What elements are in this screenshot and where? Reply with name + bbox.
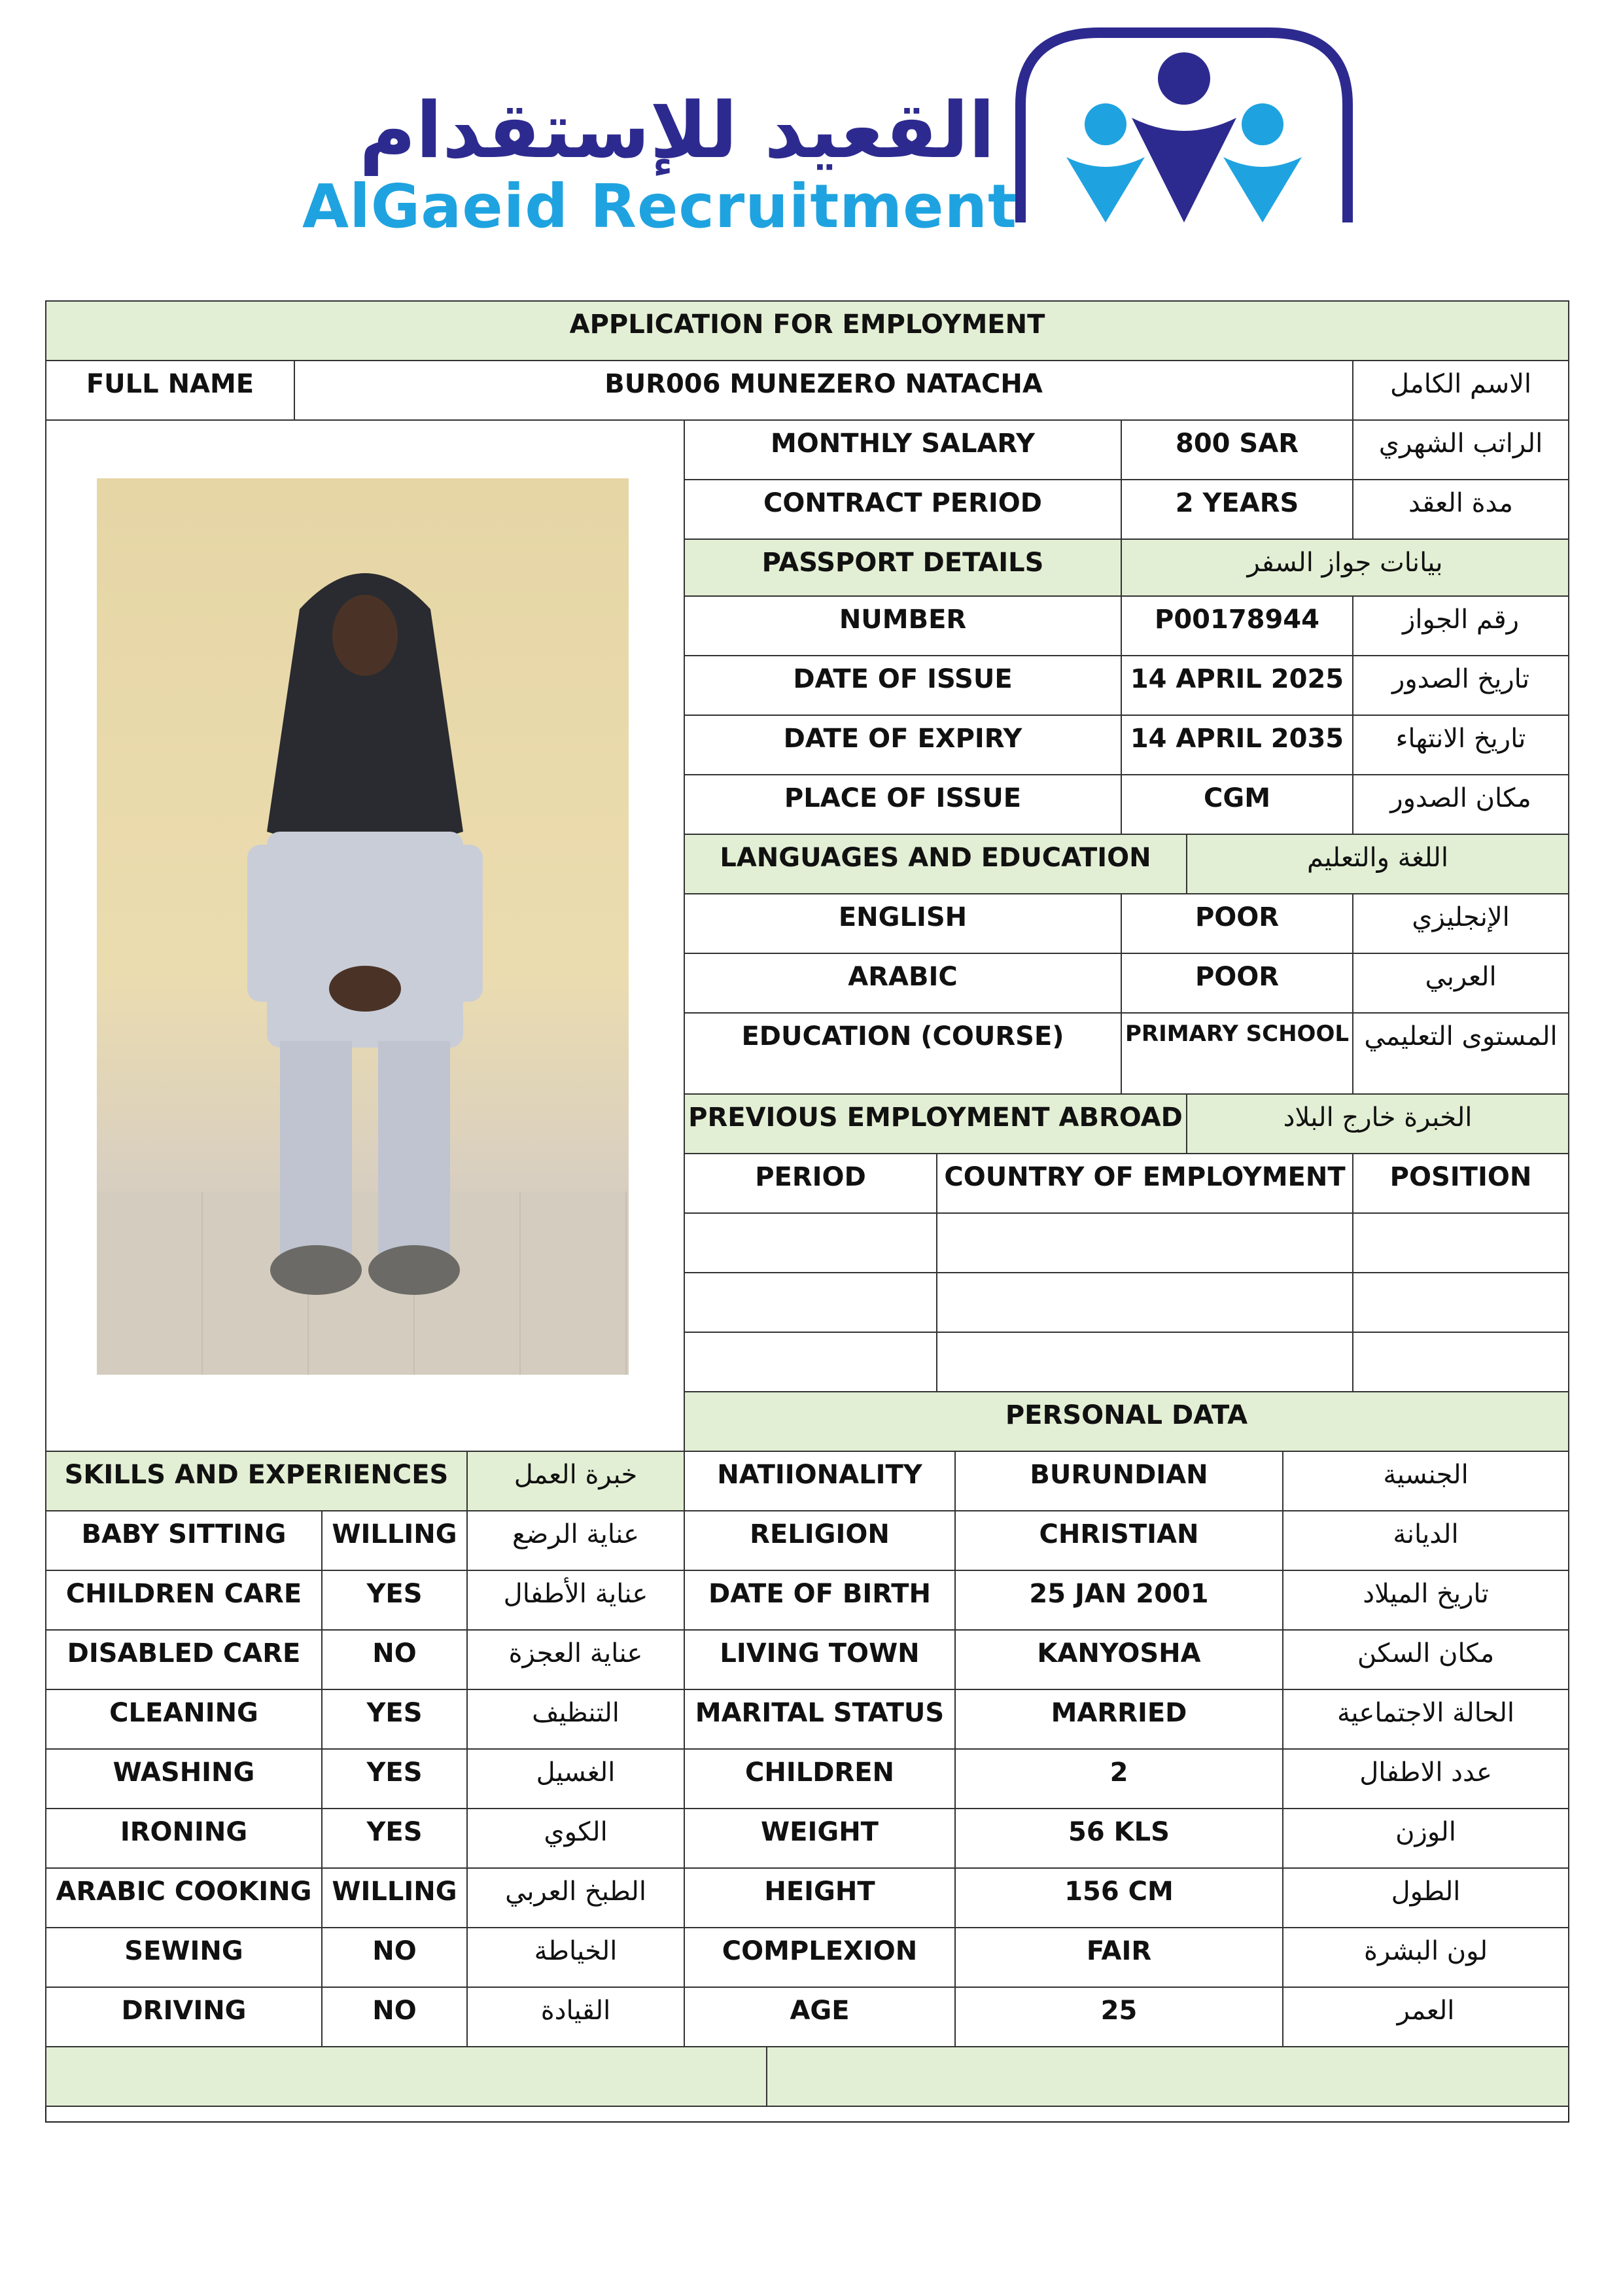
- place-of-issue-value: CGM: [1121, 774, 1353, 835]
- full-name-label-ar: الاسم الكامل: [1352, 360, 1569, 421]
- skill-label: CLEANING: [45, 1689, 323, 1750]
- empty-cell: [1352, 1332, 1569, 1392]
- age-label-ar: العمر: [1282, 1987, 1569, 2047]
- skill-label-ar: الطبخ العربي: [466, 1867, 685, 1928]
- marital-status-label-ar: الحالة الاجتماعية: [1282, 1689, 1569, 1750]
- footer-cell-left: [45, 2046, 767, 2107]
- logo-arabic-text: القعيد للإستقدام: [359, 85, 995, 175]
- religion-label: RELIGION: [684, 1510, 956, 1571]
- skill-value: YES: [321, 1808, 468, 1869]
- skill-label: DISABLED CARE: [45, 1629, 323, 1690]
- empty-cell: [684, 1272, 937, 1333]
- skill-label: BABY SITTING: [45, 1510, 323, 1571]
- living-town-label: LIVING TOWN: [684, 1629, 956, 1690]
- date-of-expiry-label-ar: تاريخ الانتهاء: [1352, 715, 1569, 775]
- age-value: 25: [954, 1987, 1283, 2047]
- passport-number-value: P00178944: [1121, 595, 1353, 656]
- skill-value: YES: [321, 1748, 468, 1809]
- skills-title: SKILLS AND EXPERIENCES: [45, 1451, 468, 1511]
- height-label-ar: الطول: [1282, 1867, 1569, 1928]
- date-of-issue-label-ar: تاريخ الصدور: [1352, 655, 1569, 716]
- empty-cell: [684, 1212, 937, 1273]
- skill-label: CHILDREN CARE: [45, 1570, 323, 1631]
- height-value: 156 CM: [954, 1867, 1283, 1928]
- empty-cell: [1352, 1212, 1569, 1273]
- column-position: POSITION: [1352, 1153, 1569, 1214]
- skill-value: NO: [321, 1927, 468, 1988]
- skill-value: NO: [321, 1987, 468, 2047]
- age-label: AGE: [684, 1987, 956, 2047]
- religion-value: CHRISTIAN: [954, 1510, 1283, 1571]
- arabic-value: POOR: [1121, 953, 1353, 1014]
- children-label-ar: عدد الاطفال: [1282, 1748, 1569, 1809]
- children-label: CHILDREN: [684, 1748, 956, 1809]
- previous-employment-title-ar: الخبرة خارج البلاد: [1186, 1093, 1569, 1154]
- monthly-salary-label: MONTHLY SALARY: [684, 419, 1122, 480]
- skills-title-ar: خبرة العمل: [466, 1451, 685, 1511]
- column-country-of-employment: COUNTRY OF EMPLOYMENT: [936, 1153, 1353, 1214]
- nationality-value: BURUNDIAN: [954, 1451, 1283, 1511]
- arabic-label: ARABIC: [684, 953, 1122, 1014]
- arabic-label-ar: العربي: [1352, 953, 1569, 1014]
- skill-value: YES: [321, 1570, 468, 1631]
- skill-label-ar: القيادة: [466, 1987, 685, 2047]
- complexion-label: COMPLEXION: [684, 1927, 956, 1988]
- place-of-issue-label: PLACE OF ISSUE: [684, 774, 1122, 835]
- date-of-issue-value: 14 APRIL 2025: [1121, 655, 1353, 716]
- weight-value: 56 KLS: [954, 1808, 1283, 1869]
- date-of-birth-label: DATE OF BIRTH: [684, 1570, 956, 1631]
- english-label: ENGLISH: [684, 893, 1122, 954]
- logo-people-icon: [1007, 26, 1361, 236]
- skill-label: DRIVING: [45, 1987, 323, 2047]
- full-name-value: BUR006 MUNEZERO NATACHA: [294, 360, 1353, 421]
- full-name-label: FULL NAME: [45, 360, 295, 421]
- header: [0, 0, 1623, 262]
- contract-period-label-ar: مدة العقد: [1352, 479, 1569, 540]
- skill-label-ar: الغسيل: [466, 1748, 685, 1809]
- empty-cell: [936, 1272, 1353, 1333]
- children-value: 2: [954, 1748, 1283, 1809]
- skill-value: YES: [321, 1689, 468, 1750]
- empty-cell: [1352, 1272, 1569, 1333]
- date-of-issue-label: DATE OF ISSUE: [684, 655, 1122, 716]
- contract-period-label: CONTRACT PERIOD: [684, 479, 1122, 540]
- passport-number-label: NUMBER: [684, 595, 1122, 656]
- religion-label-ar: الديانة: [1282, 1510, 1569, 1571]
- personal-data-title: PERSONAL DATA: [684, 1391, 1569, 1452]
- weight-label-ar: الوزن: [1282, 1808, 1569, 1869]
- monthly-salary-value: 800 SAR: [1121, 419, 1353, 480]
- date-of-expiry-label: DATE OF EXPIRY: [684, 715, 1122, 775]
- logo-english-text: AlGaeid Recruitment: [302, 171, 1018, 241]
- skill-value: WILLING: [321, 1510, 468, 1571]
- languages-education-title: LANGUAGES AND EDUCATION: [684, 834, 1187, 894]
- education-label: EDUCATION (COURSE): [684, 1012, 1122, 1095]
- skill-label: WASHING: [45, 1748, 323, 1809]
- empty-cell: [936, 1332, 1353, 1392]
- skill-label-ar: الخياطة: [466, 1927, 685, 1988]
- column-period: PERIOD: [684, 1153, 937, 1214]
- skill-label: ARABIC COOKING: [45, 1867, 323, 1928]
- education-label-ar: المستوى التعليمي: [1352, 1012, 1569, 1095]
- skill-label: SEWING: [45, 1927, 323, 1988]
- marital-status-value: MARRIED: [954, 1689, 1283, 1750]
- complexion-label-ar: لون البشرة: [1282, 1927, 1569, 1988]
- footer-cell-right: [766, 2046, 1569, 2107]
- skill-value: NO: [321, 1629, 468, 1690]
- english-label-ar: الإنجليزي: [1352, 893, 1569, 954]
- weight-label: WEIGHT: [684, 1808, 956, 1869]
- place-of-issue-label-ar: مكان الصدور: [1352, 774, 1569, 835]
- nationality-label: NATIIONALITY: [684, 1451, 956, 1511]
- skill-value: WILLING: [321, 1867, 468, 1928]
- monthly-salary-label-ar: الراتب الشهري: [1352, 419, 1569, 480]
- form-title: APPLICATION FOR EMPLOYMENT: [45, 300, 1569, 361]
- skill-label-ar: عناية الأطفال: [466, 1570, 685, 1631]
- empty-cell: [936, 1212, 1353, 1273]
- height-label: HEIGHT: [684, 1867, 956, 1928]
- marital-status-label: MARITAL STATUS: [684, 1689, 956, 1750]
- contract-period-value: 2 YEARS: [1121, 479, 1353, 540]
- english-value: POOR: [1121, 893, 1353, 954]
- date-of-birth-value: 25 JAN 2001: [954, 1570, 1283, 1631]
- skill-label-ar: الكوي: [466, 1808, 685, 1869]
- empty-cell: [684, 1332, 937, 1392]
- date-of-birth-label-ar: تاريخ الميلاد: [1282, 1570, 1569, 1631]
- living-town-label-ar: مكان السكن: [1282, 1629, 1569, 1690]
- skill-label-ar: التنظيف: [466, 1689, 685, 1750]
- previous-employment-title: PREVIOUS EMPLOYMENT ABROAD: [684, 1093, 1187, 1154]
- passport-details-title: PASSPORT DETAILS: [684, 539, 1122, 597]
- passport-details-title-ar: بيانات جواز السفر: [1121, 539, 1569, 597]
- passport-number-label-ar: رقم الجواز: [1352, 595, 1569, 656]
- living-town-value: KANYOSHA: [954, 1629, 1283, 1690]
- languages-education-title-ar: اللغة والتعليم: [1186, 834, 1569, 894]
- nationality-label-ar: الجنسية: [1282, 1451, 1569, 1511]
- complexion-value: FAIR: [954, 1927, 1283, 1988]
- skill-label-ar: عناية الرضع: [466, 1510, 685, 1571]
- skill-label: IRONING: [45, 1808, 323, 1869]
- applicant-photo: [97, 478, 629, 1375]
- skill-label-ar: عناية العجزة: [466, 1629, 685, 1690]
- education-value: PRIMARY SCHOOL: [1121, 1012, 1353, 1095]
- date-of-expiry-value: 14 APRIL 2035: [1121, 715, 1353, 775]
